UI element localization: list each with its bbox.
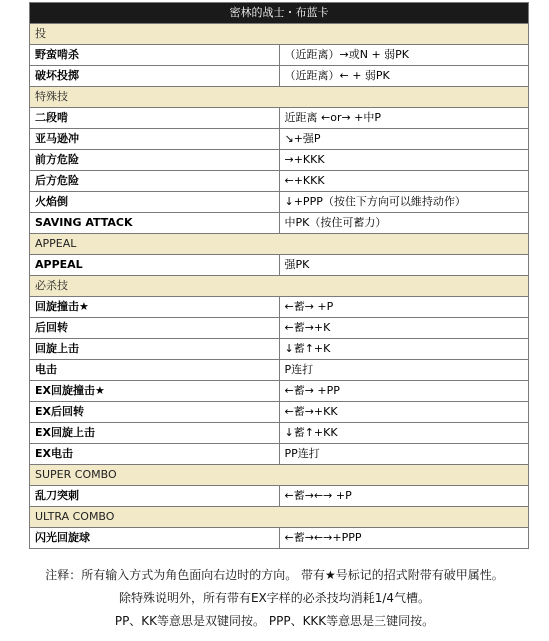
move-row — [30, 213, 529, 234]
section-row — [30, 234, 529, 255]
section-row — [30, 465, 529, 486]
move-row — [30, 528, 529, 549]
move-name: 破坏投掷 — [30, 66, 280, 87]
move-input: ↘+强P — [279, 129, 529, 150]
move-row — [30, 318, 529, 339]
move-name: 回旋撞击★ — [30, 297, 280, 318]
move-name: EX电击 — [30, 444, 280, 465]
move-input: ←蓄→+K — [279, 318, 529, 339]
move-row — [30, 108, 529, 129]
move-name: 电击 — [30, 360, 280, 381]
move-input: 强PK — [279, 255, 529, 276]
notes — [0, 564, 549, 633]
section-header: SUPER COMBO — [30, 465, 529, 486]
move-row — [30, 444, 529, 465]
section-row — [30, 24, 529, 45]
move-name: 乱刀突刺 — [30, 486, 280, 507]
move-table — [29, 2, 529, 549]
section-header: APPEAL — [30, 234, 529, 255]
move-name: 二段啃 — [30, 108, 280, 129]
move-input: PP连打 — [279, 444, 529, 465]
move-row — [30, 150, 529, 171]
move-input: ←蓄→ +P — [279, 297, 529, 318]
move-name: 野蛮啃杀 — [30, 45, 280, 66]
move-input: 中PK（按住可蓄力） — [279, 213, 529, 234]
move-row — [30, 381, 529, 402]
move-input: ←蓄→←→+PPP — [279, 528, 529, 549]
move-input: ←蓄→ +PP — [279, 381, 529, 402]
character-title: 密林的战士・布蓝卡 — [30, 3, 529, 24]
section-row — [30, 87, 529, 108]
note-line-3: PP、KK等意思是双键同按。 PPP、KKK等意思是三键同按。 — [114, 614, 435, 628]
title-row — [30, 3, 529, 24]
move-row — [30, 45, 529, 66]
move-name: EX回旋上击 — [30, 423, 280, 444]
move-input: 近距离 ←or→ +中P — [279, 108, 529, 129]
move-input: P连打 — [279, 360, 529, 381]
move-row — [30, 402, 529, 423]
note-line-2: 除特殊说明外，所有带有EX字样的必杀技均消耗1/4气槽。 — [118, 591, 431, 605]
move-name: 后方危险 — [30, 171, 280, 192]
move-row — [30, 192, 529, 213]
move-table-body — [30, 3, 529, 549]
move-name: 闪光回旋球 — [30, 528, 280, 549]
move-row — [30, 171, 529, 192]
section-row — [30, 507, 529, 528]
move-name: 回旋上击 — [30, 339, 280, 360]
note-line-1: 注释：所有输入方式为角色面向右边时的方向。 带有★号标记的招式附带有破甲属性。 — [45, 568, 504, 582]
move-input: →+KKK — [279, 150, 529, 171]
move-row — [30, 360, 529, 381]
move-input: （近距离）→或N + 弱PK — [279, 45, 529, 66]
move-name: 亚马逊冲 — [30, 129, 280, 150]
move-input: （近距离）← + 弱PK — [279, 66, 529, 87]
move-input: ↓蓄↑+KK — [279, 423, 529, 444]
move-row — [30, 339, 529, 360]
move-name: SAVING ATTACK — [30, 213, 280, 234]
move-name: EX回旋撞击★ — [30, 381, 280, 402]
section-header: ULTRA COMBO — [30, 507, 529, 528]
move-name: 火焰倒 — [30, 192, 280, 213]
section-header: 投 — [30, 24, 529, 45]
move-name: APPEAL — [30, 255, 280, 276]
move-name: EX后回转 — [30, 402, 280, 423]
section-header: 特殊技 — [30, 87, 529, 108]
section-header: 必杀技 — [30, 276, 529, 297]
move-input: ←蓄→+KK — [279, 402, 529, 423]
move-input: ←蓄→←→ +P — [279, 486, 529, 507]
move-input: ↓蓄↑+K — [279, 339, 529, 360]
move-input: ←+KKK — [279, 171, 529, 192]
section-row — [30, 276, 529, 297]
move-name: 前方危险 — [30, 150, 280, 171]
move-row — [30, 129, 529, 150]
move-row — [30, 486, 529, 507]
move-name: 后回转 — [30, 318, 280, 339]
move-input: ↓+PPP（按住下方向可以維持动作） — [279, 192, 529, 213]
move-row — [30, 297, 529, 318]
move-row — [30, 66, 529, 87]
move-row — [30, 255, 529, 276]
move-row — [30, 423, 529, 444]
